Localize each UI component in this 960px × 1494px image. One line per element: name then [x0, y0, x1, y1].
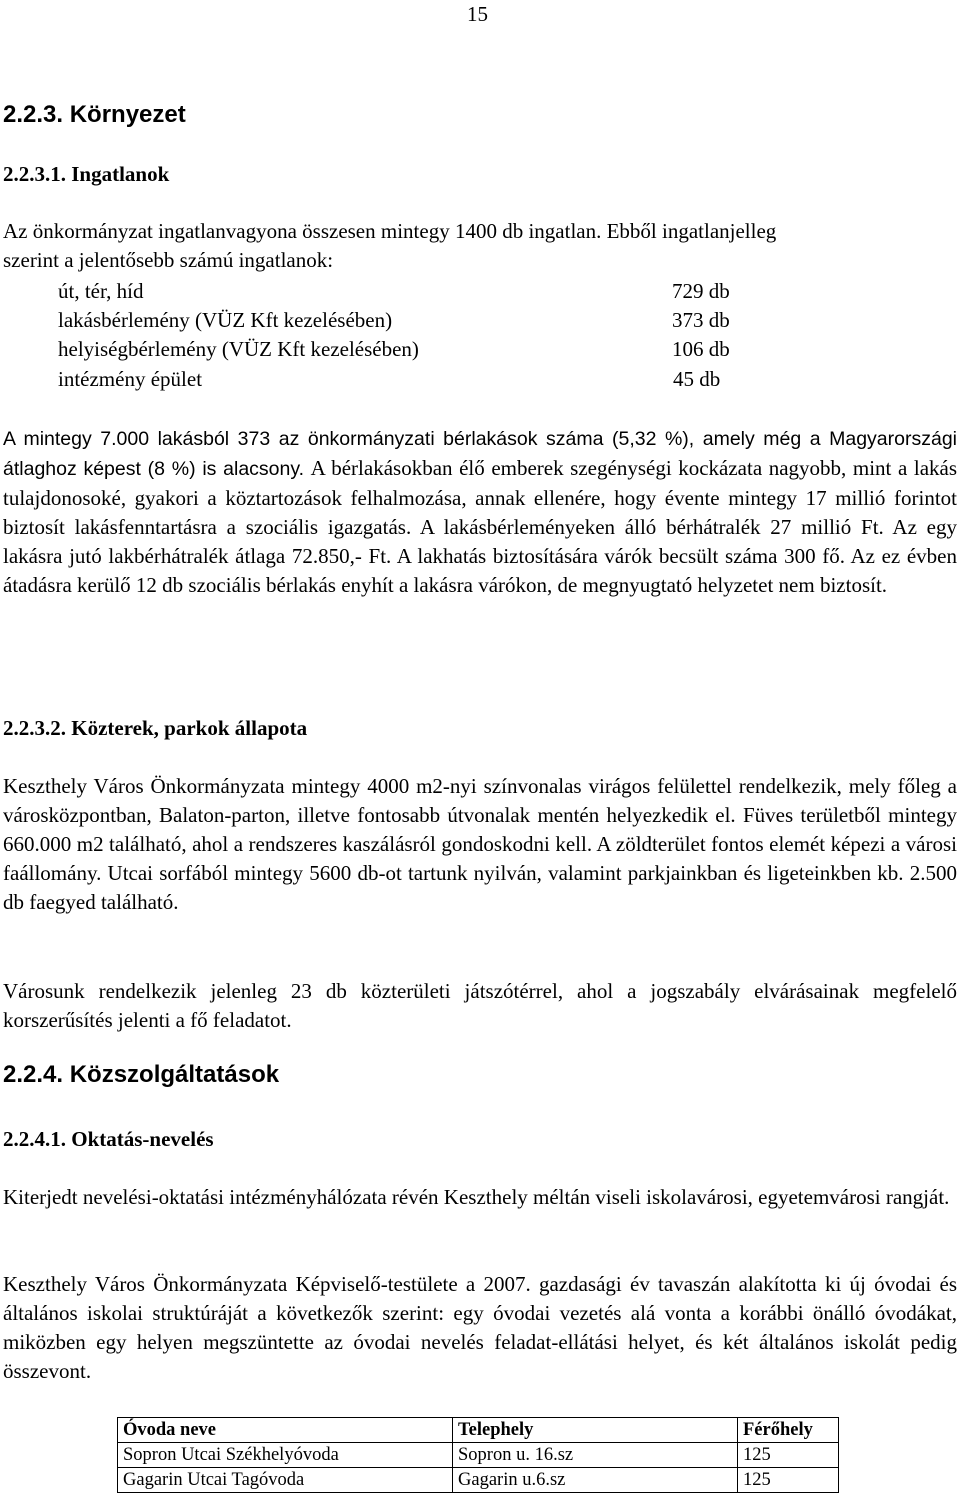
property-count: 729 db [672, 279, 730, 303]
column-header-capacity: Férőhely [738, 1418, 839, 1443]
table-cell: Gagarin u.6.sz [453, 1468, 738, 1493]
education-paragraph-2: Keszthely Város Önkormányzata Képviselő-testülete a 2007. gazdasági év tavaszán alakította ki új óvodai és általános iskolai struktúráját a következők szerint: egy óvodai vezetés alá vonta a korábbi önálló óvodákat, miközben egy helyen megszüntette az óvodai nevelés feladat-ellátási helyet, és két általános iskolát pedig összevont. [3, 1272, 957, 1383]
property-list-item [58, 364, 748, 394]
property-list-item [58, 276, 748, 306]
table-row [118, 1443, 839, 1468]
table-header-row [118, 1418, 839, 1443]
public-spaces-paragraph-2: Városunk rendelkezik jelenleg 23 db közterületi játszótérrel, ahol a jogszabály elvárásainak megfelelő korszerűsítés jelenti a fő feladatot. [3, 979, 957, 1032]
kindergarten-table [117, 1417, 839, 1493]
public-spaces-paragraph-1: Keszthely Város Önkormányzata mintegy 4000 m2-nyi színvonalas virágos felülettel rendelkezik, mely főleg a városközpontban, Balaton-parton, illetve fontosabb útvonalak mentén helyezkedik el. Füves területből mintegy 660.000 m2 található, ahol a rendszeres kaszálásról gondoskodni kell. A zöldterület fontos elemét képezi a városi faállomány. Utcai sorfából mintegy 5600 db-ot tartunk nyilván, valamint parkjainkban és ligeteinkben kb. 2.500 db faegyed található. [3, 774, 957, 914]
heading-environment: 2.2.3. Környezet [3, 101, 186, 128]
housing-paragraph [3, 424, 957, 600]
page-number: 15 [467, 2, 488, 26]
education-paragraph-1: Kiterjedt nevelési-oktatási intézményhálózata révén Keszthely méltán viseli iskolavárosi, egyetemvárosi rangját. [3, 1185, 950, 1209]
property-count: 45 db [673, 367, 721, 391]
table-cell: Sopron u. 16.sz [453, 1443, 738, 1468]
housing-paragraph-sans: A mintegy 7.000 lakásból 373 az önkormányzati bérlakások száma (5,32 %), amely még a Magyarországi átlaghoz képest (8 %) is alacsony. [3, 428, 957, 480]
property-label: lakásbérlemény (VÜZ Kft kezelésében) [58, 308, 393, 332]
property-count: 106 db [672, 337, 730, 361]
table-cell: 125 [738, 1443, 839, 1468]
table-cell: Sopron Utcai Székhelyóvoda [118, 1443, 453, 1468]
heading-public-services: 2.2.4. Közszolgáltatások [3, 1061, 280, 1088]
property-list-item [58, 334, 748, 364]
table-row [118, 1468, 839, 1493]
properties-intro-line-1: Az önkormányzat ingatlanvagyona összesen mintegy 1400 db ingatlan. Ebből ingatlanjelleg [3, 219, 777, 243]
property-count: 373 db [672, 308, 730, 332]
properties-intro-line-2: szerint a jelentősebb számú ingatlanok: [3, 248, 334, 272]
table-cell: 125 [738, 1468, 839, 1493]
property-list-item [58, 305, 748, 335]
heading-education: 2.2.4.1. Oktatás-nevelés [3, 1127, 214, 1151]
table-cell: Gagarin Utcai Tagóvoda [118, 1468, 453, 1493]
column-header-name: Óvoda neve [118, 1418, 453, 1443]
property-label: intézmény épület [58, 367, 203, 391]
housing-paragraph-serif: A bérlakásokban élő emberek szegénységi kockázata nagyobb, mint a lakás tulajdonosoké, gyakori a köztartozások felhalmozása, annak ellenére, hogy évente mintegy 17 millió forintot biztosít lakásfenntartásra a szociális igazgatás. A lakásbérleményeken álló bérhátralék 27 millió Ft. Az egy lakásra jutó lakbérhátralék átlaga 72.850,- Ft. A lakhatás biztosítására várók becsült száma 300 fő. Az ez évben átadásra kerülő 12 db szociális bérlakás enyhít a lakásra várókon, de megnyugtató helyzetet nem biztosít. [3, 456, 958, 597]
heading-properties: 2.2.3.1. Ingatlanok [3, 162, 170, 186]
heading-public-spaces: 2.2.3.2. Közterek, parkok állapota [3, 716, 308, 740]
property-label: helyiségbérlemény (VÜZ Kft kezelésében) [58, 337, 419, 361]
column-header-location: Telephely [453, 1418, 738, 1443]
property-label: út, tér, híd [58, 279, 144, 303]
